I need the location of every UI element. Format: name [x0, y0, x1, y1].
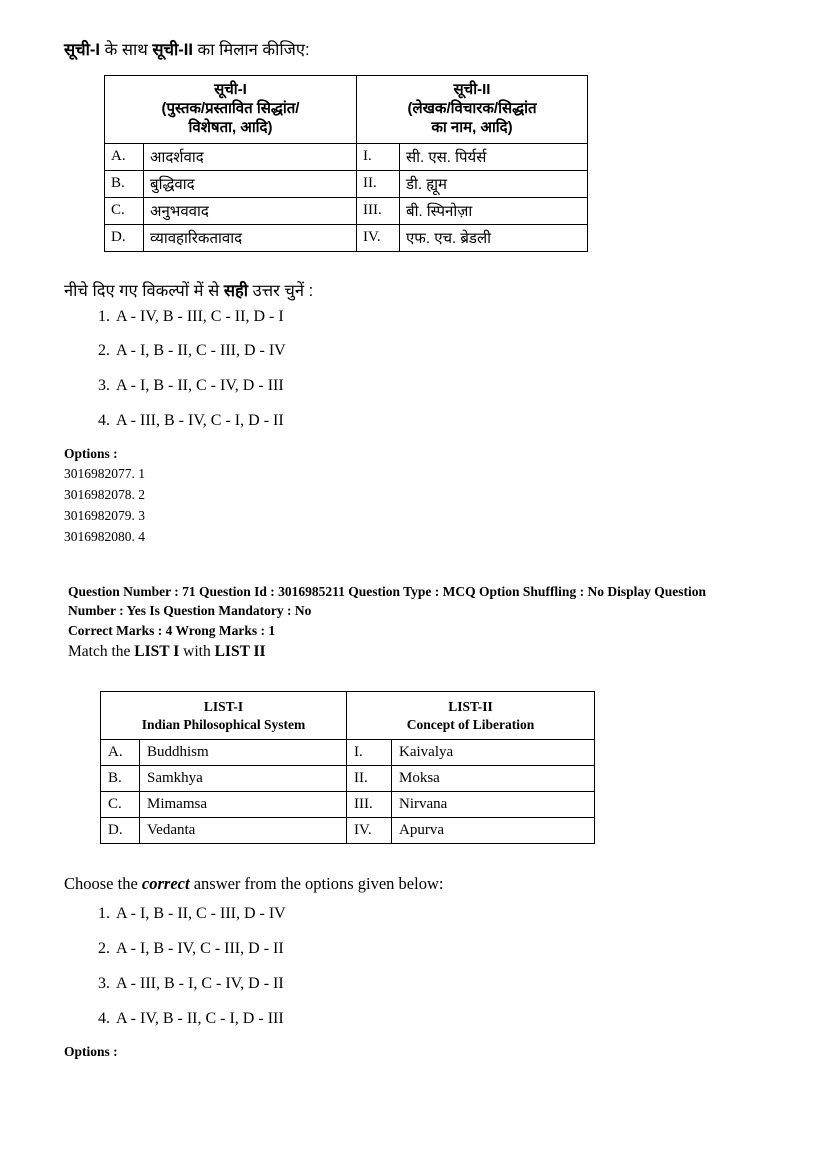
row-value-d: Vedanta — [140, 818, 347, 844]
question2-meta-line2: Number : Yes Is Question Mandatory : No — [68, 603, 312, 619]
row-value-a: Buddhism — [140, 740, 347, 766]
question2-prompt-post: answer from the options given below: — [189, 874, 444, 894]
option-number: 4. — [98, 1009, 110, 1027]
row-label-c: C. — [101, 792, 140, 818]
header-list-2-line2: (लेखक/विचारक/सिद्धांत — [407, 100, 537, 118]
question1-options-label: Options : — [64, 445, 118, 461]
option-number: 4. — [98, 412, 110, 430]
row-label-b: B. — [105, 170, 144, 197]
row-value-b: बुद्धिवाद — [144, 170, 357, 197]
question1-heading-suffix: का मिलान कीजिए: — [192, 41, 310, 59]
row-value-i: Kaivalya — [392, 740, 595, 766]
option-text: A - I, B - IV, C - III, D - II — [116, 940, 284, 958]
question1-heading-bold1: सूची-I — [64, 41, 100, 59]
header-list-1-line3: विशेषता, आदि) — [188, 118, 273, 136]
row-label-ii: II. — [357, 170, 400, 197]
question2-option-2[interactable] — [64, 939, 766, 960]
question1-option-1[interactable] — [64, 307, 766, 328]
row-label-iii: III. — [347, 792, 392, 818]
row-label-ii: II. — [347, 766, 392, 792]
row-value-ii: Moksa — [392, 766, 595, 792]
table-row — [105, 170, 588, 197]
option-number: 1. — [98, 307, 110, 325]
table-header-row — [105, 76, 588, 143]
match-mid: with — [179, 643, 215, 661]
header-list-2-line1: LIST-II — [448, 699, 493, 715]
table-row — [101, 740, 595, 766]
table-row — [101, 766, 595, 792]
question2-options-label: Options : — [64, 1043, 118, 1059]
question2-options-list — [64, 904, 766, 1029]
question1-option-id-3: 3016982079. 3 — [64, 507, 145, 523]
table-row — [101, 818, 595, 844]
question2-match-instruction — [64, 643, 766, 661]
table-row — [105, 224, 588, 251]
question1-heading-mid: के साथ — [99, 41, 153, 59]
header-list-2-line1: सूची-II — [453, 81, 491, 99]
header-list-1 — [101, 692, 347, 740]
option-text: A - I, B - II, C - III, D - IV — [116, 342, 286, 360]
question2-option-3[interactable] — [64, 974, 766, 995]
header-list-2 — [347, 692, 595, 740]
row-value-c: अनुभववाद — [144, 197, 357, 224]
question2-match-table — [100, 691, 595, 844]
row-label-b: B. — [101, 766, 140, 792]
question2-prompt-italic: correct — [141, 874, 190, 894]
header-list-1-line1: सूची-I — [214, 81, 247, 99]
row-label-iv: IV. — [357, 224, 400, 251]
row-value-a: आदर्शवाद — [144, 143, 357, 170]
match-pre: Match the — [68, 643, 135, 661]
header-list-2-line2: Concept of Liberation — [406, 716, 535, 732]
match-bold-list1: LIST I — [134, 643, 180, 661]
question2-prompt — [64, 874, 766, 894]
row-label-c: C. — [105, 197, 144, 224]
row-value-iv: एफ. एच. ब्रेडली — [400, 224, 588, 251]
option-text: A - IV, B - II, C - I, D - III — [116, 1009, 284, 1027]
question2-meta-line3: Correct Marks : 4 Wrong Marks : 1 — [68, 622, 276, 638]
question2-option-1[interactable] — [64, 904, 766, 925]
table-row — [101, 792, 595, 818]
question1-option-3[interactable] — [64, 376, 766, 397]
row-value-d: व्यावहारिकतावाद — [144, 224, 357, 251]
question1-option-id-2: 3016982078. 2 — [64, 486, 145, 502]
question1-option-2[interactable] — [64, 341, 766, 362]
question2-prompt-pre: Choose the — [64, 874, 142, 894]
header-list-1-line2: Indian Philosophical System — [141, 716, 306, 732]
question1-option-id-1: 3016982077. 1 — [64, 465, 145, 481]
question1-prompt — [64, 278, 766, 301]
row-value-iv: Apurva — [392, 818, 595, 844]
question1-option-id-4: 3016982080. 4 — [64, 528, 145, 544]
row-label-a: A. — [101, 740, 140, 766]
row-label-i: I. — [347, 740, 392, 766]
question1-heading — [64, 40, 766, 61]
question2-option-4[interactable] — [64, 1009, 766, 1030]
option-text: A - IV, B - III, C - II, D - I — [116, 307, 284, 325]
question1-prompt-bold: सही — [223, 281, 249, 300]
row-value-i: सी. एस. पिर्यर्स — [400, 143, 588, 170]
row-value-iii: Nirvana — [392, 792, 595, 818]
row-label-iii: III. — [357, 197, 400, 224]
question1-prompt-pre: नीचे दिए गए विकल्पों में से — [64, 281, 224, 300]
question1-prompt-post: उत्तर चुनें : — [248, 281, 314, 300]
row-value-c: Mimamsa — [140, 792, 347, 818]
option-number: 2. — [98, 342, 110, 360]
row-label-i: I. — [357, 143, 400, 170]
table-row — [105, 143, 588, 170]
row-value-iii: बी. स्पिनोज़ा — [400, 197, 588, 224]
question1-options-list — [64, 307, 766, 432]
option-number: 2. — [98, 940, 110, 958]
header-list-1-line1: LIST-I — [203, 699, 244, 715]
header-list-2-line3: का नाम, आदि) — [431, 118, 513, 136]
row-label-iv: IV. — [347, 818, 392, 844]
question1-option-4[interactable] — [64, 411, 766, 432]
option-number: 3. — [98, 377, 110, 395]
option-text: A - III, B - IV, C - I, D - II — [116, 412, 284, 430]
table-header-row — [101, 692, 595, 740]
option-text: A - I, B - II, C - III, D - IV — [116, 905, 286, 923]
option-text: A - III, B - I, C - IV, D - II — [116, 974, 284, 992]
question2-meta-line1: Question Number : 71 Question Id : 3016985211 Question Type : MCQ Option Shuffling : No Display Question — [68, 583, 706, 599]
match-bold-list2: LIST II — [214, 643, 266, 661]
header-list-1-line2: (पुस्तक/प्रस्तावित सिद्धांत/ — [161, 100, 300, 118]
header-list-1 — [105, 76, 357, 143]
row-value-ii: डी. ह्यूम — [400, 170, 588, 197]
header-list-2 — [357, 76, 588, 143]
question1-heading-bold2: सूची-II — [152, 41, 193, 59]
row-label-d: D. — [105, 224, 144, 251]
question1-match-table — [104, 75, 588, 251]
row-label-a: A. — [105, 143, 144, 170]
question2-metadata — [64, 582, 766, 641]
option-number: 3. — [98, 974, 110, 992]
option-number: 1. — [98, 905, 110, 923]
row-value-b: Samkhya — [140, 766, 347, 792]
table-row — [105, 197, 588, 224]
option-text: A - I, B - II, C - IV, D - III — [116, 377, 284, 395]
row-label-d: D. — [101, 818, 140, 844]
